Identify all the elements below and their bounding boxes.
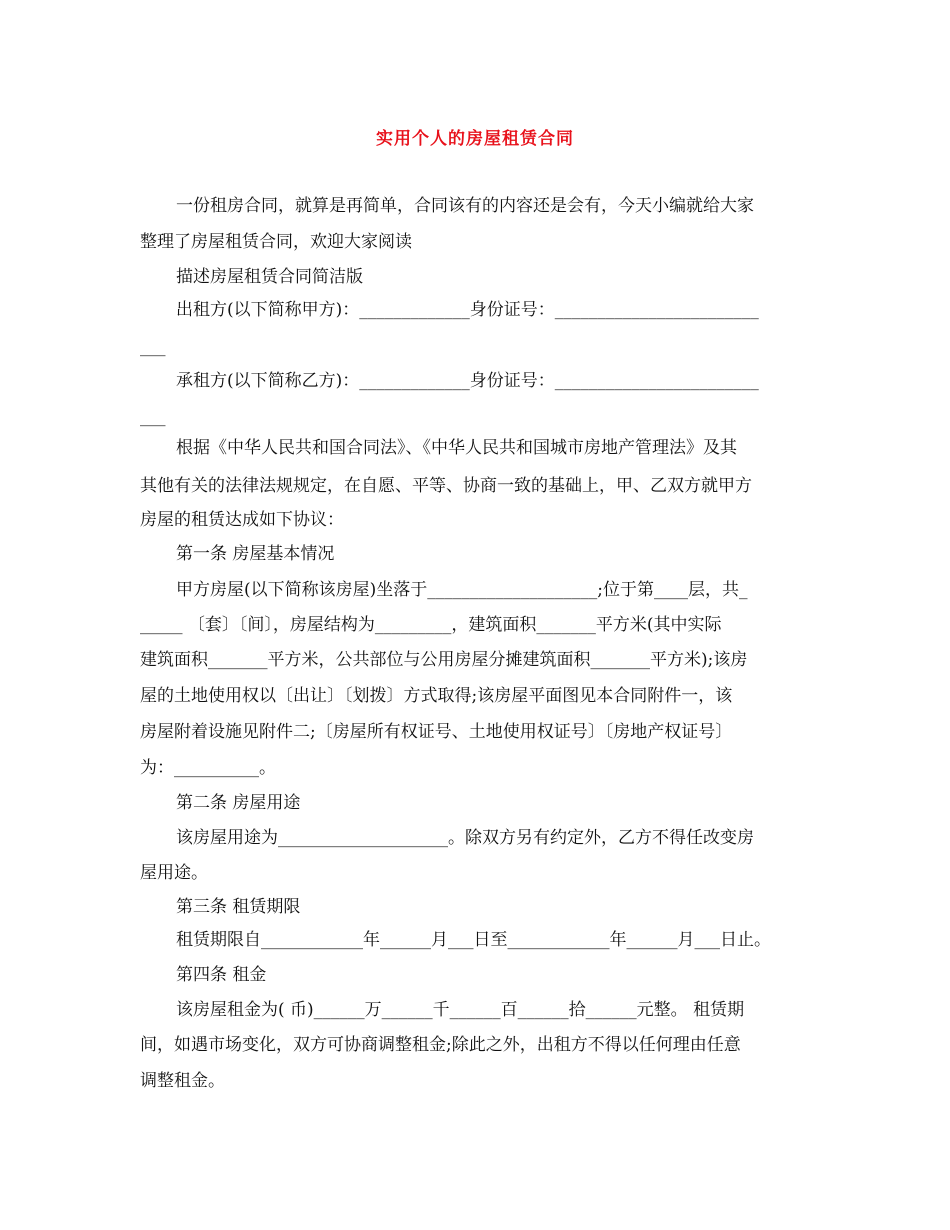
- paragraph-line: 调整租金。: [140, 1071, 225, 1091]
- paragraph-line: _____ 〔套〕〔间〕，房屋结构为_________，建筑面积_______平方米(其中实际: [140, 615, 722, 635]
- paragraph-line: 建筑面积_______平方米，公共部位与公用房屋分摊建筑面积_______平方米);该房: [140, 650, 748, 670]
- paragraph-line: 租赁期限自____________年______月___日至____________年______月___日止。: [176, 930, 771, 950]
- paragraph-line: 根据《中华人民共和国合同法》、《中华人民共和国城市房地产管理法》及其: [176, 438, 737, 458]
- paragraph-line: 该房屋用途为____________________。除双方另有约定外，乙方不得任改变房: [176, 828, 754, 848]
- document-title: 实用个人的房屋租赁合同: [376, 129, 574, 149]
- paragraph-line: 甲方房屋(以下简称该房屋)坐落于____________________;位于第____层，共_: [176, 580, 748, 600]
- paragraph-line: ___: [140, 407, 166, 427]
- paragraph-line: ___: [140, 337, 166, 357]
- paragraph-line: 间，如遇市场变化，双方可协商调整租金;除此之外，出租方不得以任何理由任意: [140, 1035, 741, 1055]
- article-heading: 第四条 租金: [176, 965, 267, 985]
- paragraph-line: 该房屋租金为( 币)______万______千______百______拾______元整。 租赁期: [176, 1000, 745, 1020]
- paragraph-line: 整理了房屋租赁合同，欢迎大家阅读: [140, 232, 412, 252]
- paragraph-line: 其他有关的法律法规规定，在自愿、平等、协商一致的基础上，甲、乙双方就甲方: [140, 476, 752, 496]
- paragraph-line: 房屋的租赁达成如下协议：: [140, 510, 344, 530]
- paragraph-line: 屋用途。: [140, 863, 208, 883]
- article-heading: 第三条 租赁期限: [176, 897, 301, 917]
- paragraph-line: 房屋附着设施见附件二;〔房屋所有权证号、土地使用权证号〕〔房地产权证号〕: [140, 722, 733, 742]
- landlord-line: 出租方(以下简称甲方)：_____________身份证号：________________________: [176, 300, 759, 320]
- article-heading: 第一条 房屋基本情况: [176, 544, 335, 564]
- paragraph-line: 屋的土地使用权以〔出让〕〔划拨〕方式取得;该房屋平面图见本合同附件一，该: [140, 686, 733, 706]
- paragraph-line: 描述房屋租赁合同简洁版: [176, 267, 363, 287]
- paragraph-line: 一份租房合同，就算是再简单，合同该有的内容还是会有，今天小编就给大家: [176, 196, 754, 216]
- article-heading: 第二条 房屋用途: [176, 793, 301, 813]
- tenant-line: 承租方(以下简称乙方)：_____________身份证号：________________________: [176, 371, 759, 391]
- paragraph-line: 为：__________。: [140, 758, 276, 778]
